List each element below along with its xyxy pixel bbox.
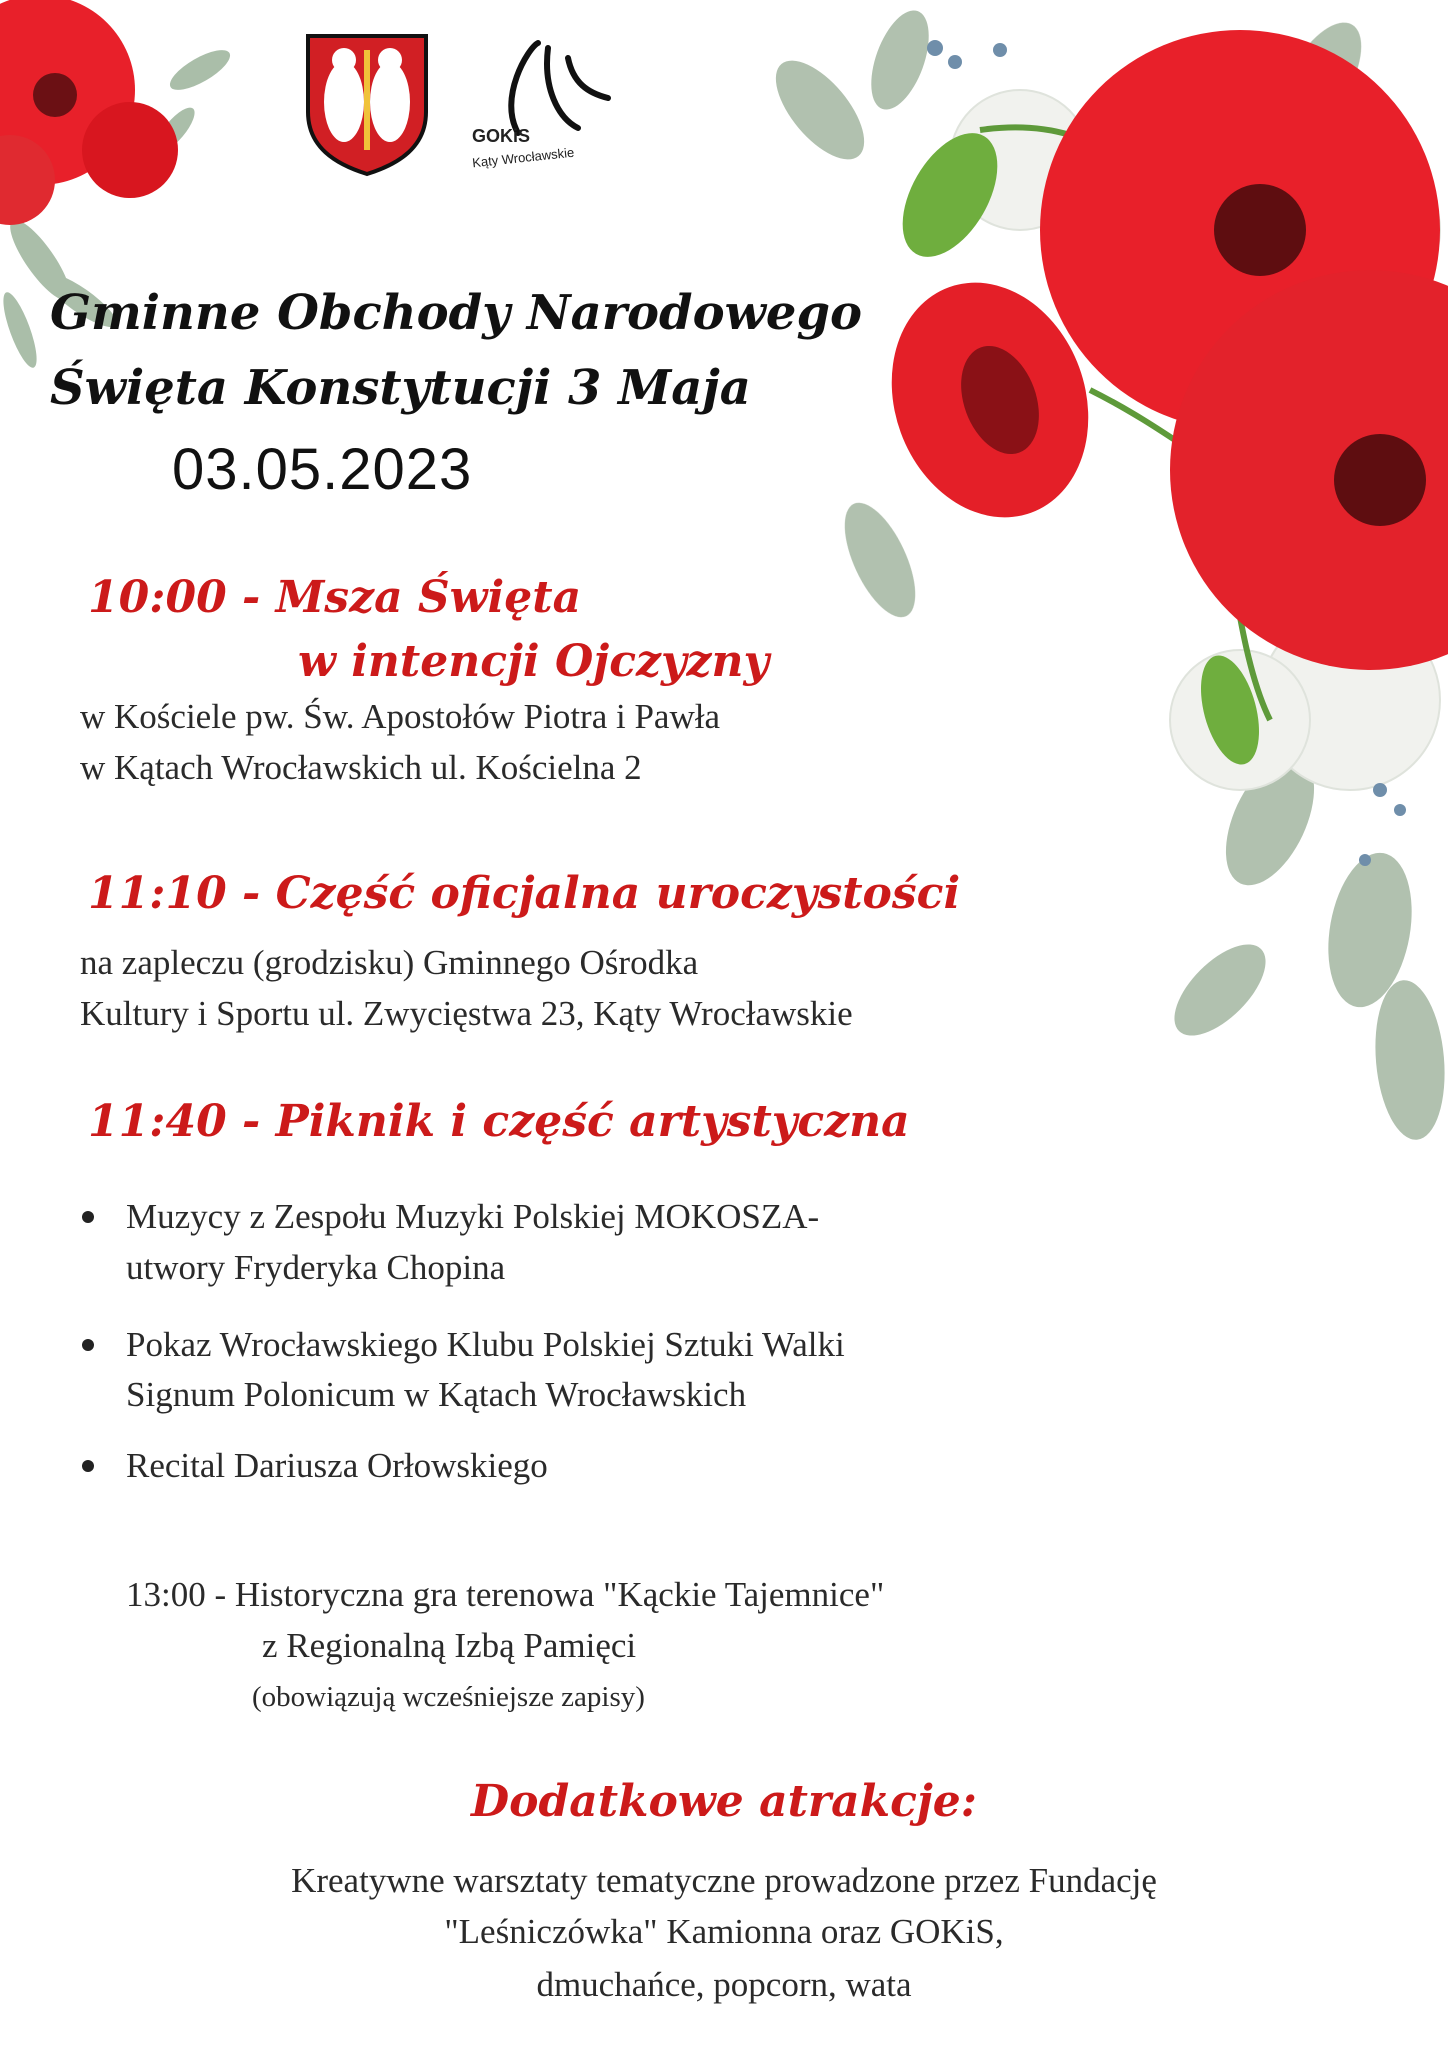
mass-location-line-1: w Kościele pw. Św. Apostołów Piotra i Pawła [80,697,720,736]
field-game-line-2: z Regionalną Izbą Pamięci [262,1626,637,1665]
bullet-icon [82,1211,94,1223]
list-item-line-1: Muzycy z Zespołu Muzyki Polskiej MOKOSZA- [126,1197,820,1236]
gokis-logo-subtext: Kąty Wrocławskie [471,144,575,171]
official-ceremony-heading: 11:10 - Część oficjalna uroczystości [88,868,961,919]
field-game-note: (obowiązują wcześniejsze zapisy) [252,1681,645,1713]
event-date: 03.05.2023 [172,437,473,502]
bullet-icon [82,1460,94,1472]
event-title-line-1: Gminne Obchody Narodowego [50,285,863,341]
list-item-line-1: Pokaz Wrocławskiego Klubu Polskiej Sztuki Walki [126,1324,845,1364]
official-ceremony-location-line-1: na zapleczu (grodzisku) Gminnego Ośrodka [80,943,699,982]
mass-heading-line-1: 10:00 - Msza Święta [88,572,582,623]
official-ceremony-location-line-2: Kultury i Sportu ul. Zwycięstwa 23, Kąty Wrocławskie [80,994,853,1033]
coat-of-arms-logo [304,32,430,177]
list-item [82,1320,1182,1422]
extras-heading: Dodatkowe atrakcje: [470,1776,978,1827]
mass-heading-line-2: w intencji Ojczyzny [298,636,770,687]
extras-line-3: dmuchańce, popcorn, wata [536,1965,912,2004]
event-title-line-2: Święta Konstytucji 3 Maja [50,360,751,416]
list-item-line-1: Recital Dariusza Orłowskiego [126,1446,548,1485]
gokis-logo-text: GOKiS [472,126,531,146]
picnic-program-list [82,1192,1182,1492]
field-game-line-1: 13:00 - Historyczna gra terenowa "Kąckie Tajemnice" [126,1575,885,1614]
bullet-icon [82,1339,94,1351]
list-item [82,1192,1182,1294]
list-item-line-2: utwory Fryderyka Chopina [126,1247,506,1287]
mass-location-line-2: w Kątach Wrocławskich ul. Kościelna 2 [80,748,642,787]
picnic-heading: 11:40 - Piknik i część artystyczna [88,1096,910,1147]
extras-line-1: Kreatywne warsztaty tematyczne prowadzone przez Fundację [291,1861,1157,1900]
gokis-logo [468,38,618,178]
list-item [82,1441,1182,1492]
extras-line-2: "Leśniczówka" Kamionna oraz GOKiS, [444,1912,1004,1951]
list-item-line-2: Signum Polonicum w Kątach Wrocławskich [126,1375,747,1415]
